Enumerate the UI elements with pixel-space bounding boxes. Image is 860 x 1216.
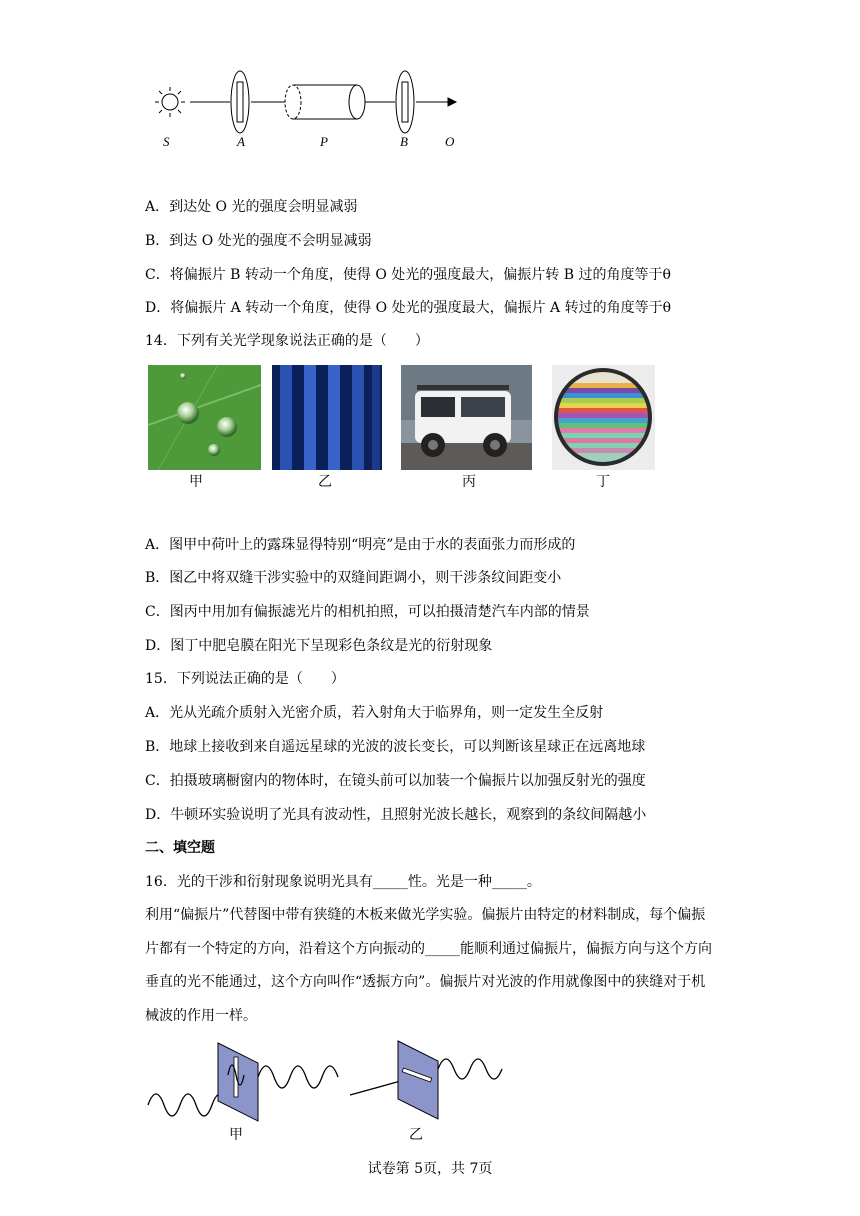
q13-option-c: C．将偏振片 B 转动一个角度，使得 O 处光的强度最大，偏振片转 B 过的角度等于θ xyxy=(145,267,671,283)
photo-ding-soap-film xyxy=(552,365,655,470)
photo-bing-car xyxy=(401,365,532,470)
q15-option-c: C．拍摄玻璃橱窗内的物体时，在镜头前可以加装一个偏振片以加强反射光的强度 xyxy=(145,773,646,789)
label-s: S xyxy=(163,134,170,149)
page-footer: 试卷第 5页，共 7页 xyxy=(367,1161,493,1177)
q13-option-d: D．将偏振片 A 转动一个角度，使得 O 处光的强度最大，偏振片 A 转过的角度等于θ xyxy=(145,300,672,316)
label-o: O xyxy=(445,134,455,149)
q16-stem: 16．光的干涉和衍射现象说明光具有_____性。光是一种_____。 xyxy=(145,874,541,890)
caption-yi: 乙 xyxy=(318,474,332,490)
q15-option-b: B．地球上接收到来自遥远星球的光波的波长变长，可以判断该星球正在远离地球 xyxy=(145,739,646,755)
light-source-sun-icon xyxy=(155,87,185,117)
label-p: P xyxy=(320,134,328,149)
caption-fig-yi: 乙 xyxy=(409,1127,423,1143)
slit-wave-diagram xyxy=(140,1035,520,1125)
q14-stem: 14．下列有关光学现象说法正确的是（ ） xyxy=(145,333,429,349)
caption-ding: 丁 xyxy=(596,474,610,490)
polarizer-setup-diagram xyxy=(140,62,470,157)
section-heading: 二、填空题 xyxy=(145,840,215,856)
wave-jia-incoming xyxy=(148,1094,228,1116)
q14-option-a: A．图甲中荷叶上的露珠显得特别“明亮”是由于水的表面张力而形成的 xyxy=(145,537,576,553)
sample-tube-p xyxy=(285,85,365,119)
q13-option-a: A．到达处 O 光的强度会明显减弱 xyxy=(145,199,358,215)
q15-option-d: D．牛顿环实验说明了光具有波动性，且照射光波长越长，观察到的条纹间隔越小 xyxy=(145,807,647,823)
polarizer-yi xyxy=(398,1041,438,1119)
photo-jia-dewdrops xyxy=(148,365,261,470)
q14-option-c: C．图丙中用加有偏振滤光片的相机拍照，可以拍摄清楚汽车内部的情景 xyxy=(145,604,590,620)
q13-option-b: B．到达 O 处光的强度不会明显减弱 xyxy=(145,233,372,249)
q16-paragraph: 利用“偏振片”代替图中带有狭缝的木板来做光学实验。偏振片由特定的材料制成，每个偏振片都有一个特定的方向，沿着这个方向振动的_____能顺利通过偏振片，偏振方向与这个方向垂直的光不能通过，这个方向叫作“透振方向”。偏振片对光波的作用就像图中的狭缝对于机械波的作用一样。 xyxy=(145,907,712,1024)
light-path-arrow xyxy=(190,98,456,106)
wave-yi-outgoing xyxy=(438,1059,502,1079)
polarizer-b xyxy=(396,71,414,133)
q15-option-a: A．光从光疏介质射入光密介质，若入射角大于临界角，则一定发生全反射 xyxy=(145,705,604,721)
caption-fig-jia: 甲 xyxy=(229,1127,243,1143)
photo-yi-fringes xyxy=(272,365,382,470)
q14-option-b: B．图乙中将双缝干涉实验中的双缝间距调小，则干涉条纹间距变小 xyxy=(145,570,562,586)
polarizer-a xyxy=(231,71,249,133)
q15-stem: 15．下列说法正确的是（ ） xyxy=(145,671,345,687)
wave-jia-outgoing xyxy=(258,1066,338,1088)
caption-jia: 甲 xyxy=(189,474,203,490)
label-b: B xyxy=(400,134,408,149)
label-a: A xyxy=(237,134,245,149)
q14-option-d: D．图丁中肥皂膜在阳光下呈现彩色条纹是光的衍射现象 xyxy=(145,638,493,654)
caption-bing: 丙 xyxy=(462,474,476,490)
